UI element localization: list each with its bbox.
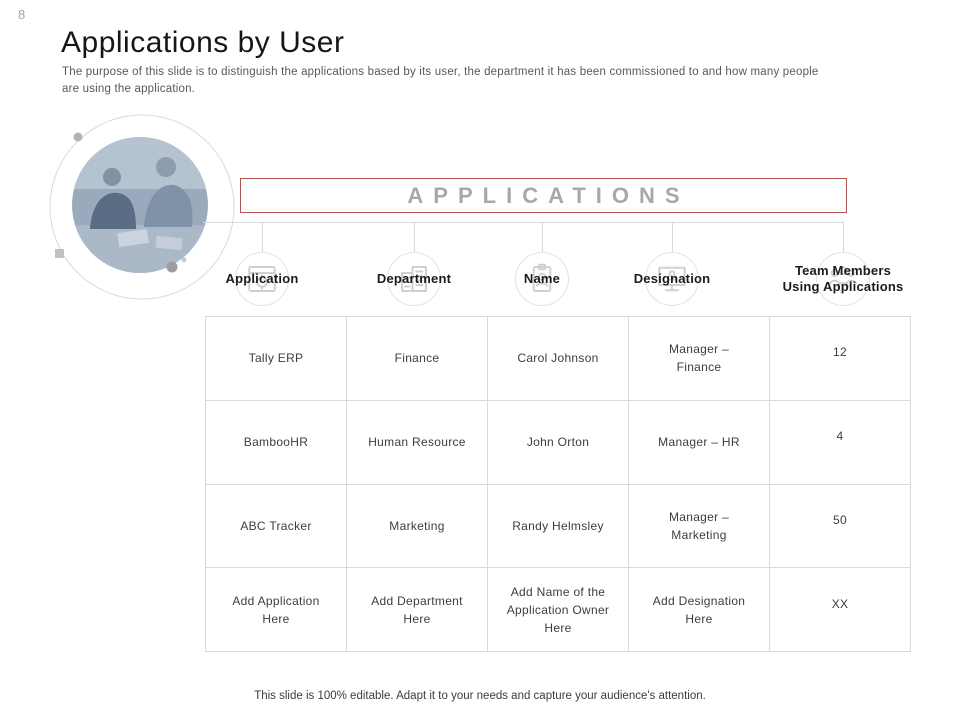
table-cell-count: 4 [770, 401, 911, 485]
table-cell-count: 12 [770, 317, 911, 401]
table-cell: Manager – Marketing [629, 485, 770, 569]
table-cell-placeholder: Add Name of the Application Owner Here [488, 568, 629, 652]
connector-drop [262, 222, 263, 254]
table-cell: Manager – Finance [629, 317, 770, 401]
column-header-name: Name [523, 270, 561, 286]
table-cell-placeholder: Add Application Here [206, 568, 347, 652]
ring-square-left [55, 249, 64, 258]
table-cell-placeholder: Add Designation Here [629, 568, 770, 652]
table-cell: Carol Johnson [488, 317, 629, 401]
table-cell: Randy Helmsley [488, 485, 629, 569]
table-cell: Manager – HR [629, 401, 770, 485]
connector-drop [672, 222, 673, 254]
page-subtitle: The purpose of this slide is to distinguish the applications based by its user, the department it has been commissioned to and how many people are using the application. [62, 66, 819, 95]
column-header-designation: Designation [633, 270, 711, 286]
editable-note: This slide is 100% editable. Adapt it to your needs and capture your audience's attention. [254, 690, 706, 702]
applications-banner-label: APPLICATIONS [407, 182, 690, 208]
meeting-photo [72, 137, 208, 273]
table-cell: Tally ERP [206, 317, 347, 401]
page-number: 8 [18, 7, 26, 22]
column-header-team-members: Team Members Using Applications [782, 262, 904, 294]
page-title: Applications by User [61, 26, 345, 59]
table-cell-placeholder: Add Department Here [347, 568, 488, 652]
column-header-department: Department [376, 270, 452, 286]
ring-dot-small [182, 258, 187, 263]
table-cell: ABC Tracker [206, 485, 347, 569]
table-cell-count-placeholder: XX [770, 568, 911, 652]
connector-drop [414, 222, 415, 254]
ring-dot-bottom [167, 262, 178, 273]
applications-table [205, 316, 911, 652]
connector-drop [542, 222, 543, 254]
table-cell: BambooHR [206, 401, 347, 485]
connector-line [203, 222, 844, 223]
connector-drop [843, 222, 844, 254]
table-cell: Human Resource [347, 401, 488, 485]
applications-banner [240, 178, 847, 213]
table-cell: Marketing [347, 485, 488, 569]
table-cell: Finance [347, 317, 488, 401]
table-cell: John Orton [488, 401, 629, 485]
ring-dot-top [74, 133, 83, 142]
table-cell-count: 50 [770, 485, 911, 569]
column-header-application: Application [225, 270, 299, 286]
